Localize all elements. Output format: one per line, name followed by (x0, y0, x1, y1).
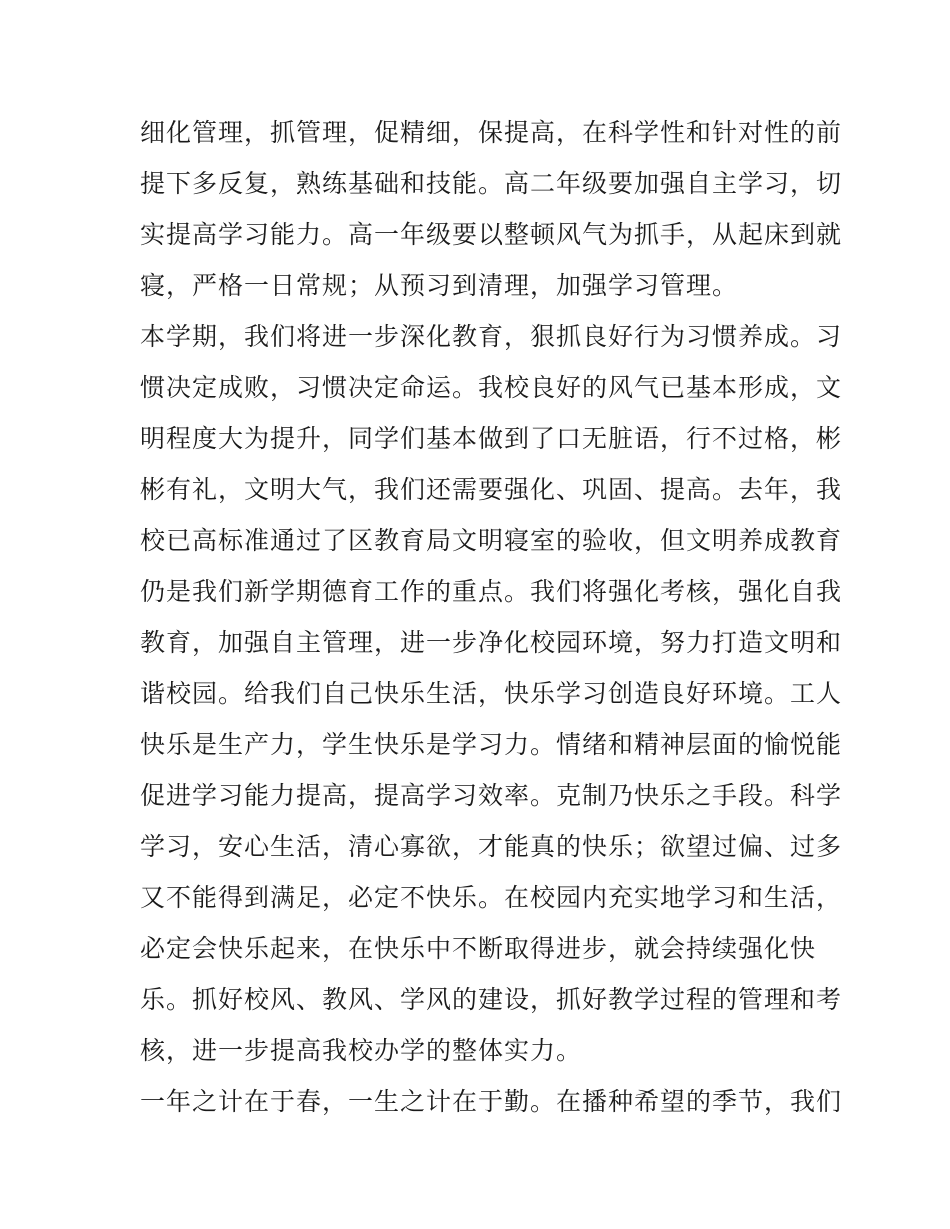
text-line: 核，进一步提高我校办学的整体实力。 (140, 1036, 583, 1065)
text-line: 学习，安心生活，清心寡欲，才能真的快乐；欲望过偏、过多 (140, 832, 843, 861)
text-line: 提下多反复，熟练基础和技能。高二年级要加强自主学习，切 (140, 169, 843, 198)
text-line: 必定会快乐起来，在快乐中不断取得进步，就会持续强化快 (140, 934, 817, 963)
text-line: 谐校园。给我们自己快乐生活，快乐学习创造良好环境。工人 (140, 679, 843, 708)
text-line: 乐。抓好校风、教风、学风的建设，抓好教学过程的管理和考 (140, 985, 843, 1014)
text-line: 寝，严格一日常规；从预习到清理，加强学习管理。 (140, 271, 739, 300)
text-line: 本学期，我们将进一步深化教育，狠抓良好行为习惯养成。习 (140, 322, 843, 351)
text-line: 明程度大为提升，同学们基本做到了口无脏语，行不过格，彬 (140, 424, 843, 453)
body-text (140, 107, 843, 1127)
text-line: 促进学习能力提高，提高学习效率。克制乃快乐之手段。科学 (140, 781, 843, 810)
text-line: 快乐是生产力，学生快乐是学习力。情绪和精神层面的愉悦能 (140, 730, 843, 759)
text-line: 一年之计在于春，一生之计在于勤。在播种希望的季节，我们 (140, 1087, 843, 1116)
text-line: 彬有礼，文明大气，我们还需要强化、巩固、提高。去年，我 (140, 475, 843, 504)
text-line: 惯决定成败，习惯决定命运。我校良好的风气已基本形成，文 (140, 373, 843, 402)
text-line: 教育，加强自主管理，进一步净化校园环境，努力打造文明和 (140, 628, 843, 657)
text-line: 仍是我们新学期德育工作的重点。我们将强化考核，强化自我 (140, 577, 843, 606)
text-line: 又不能得到满足，必定不快乐。在校园内充实地学习和生活， (140, 883, 843, 912)
text-line: 实提高学习能力。高一年级要以整顿风气为抓手，从起床到就 (140, 220, 843, 249)
text-line: 校已高标准通过了区教育局文明寝室的验收，但文明养成教育 (140, 526, 843, 555)
text-line: 细化管理，抓管理，促精细，保提高，在科学性和针对性的前 (140, 118, 843, 147)
